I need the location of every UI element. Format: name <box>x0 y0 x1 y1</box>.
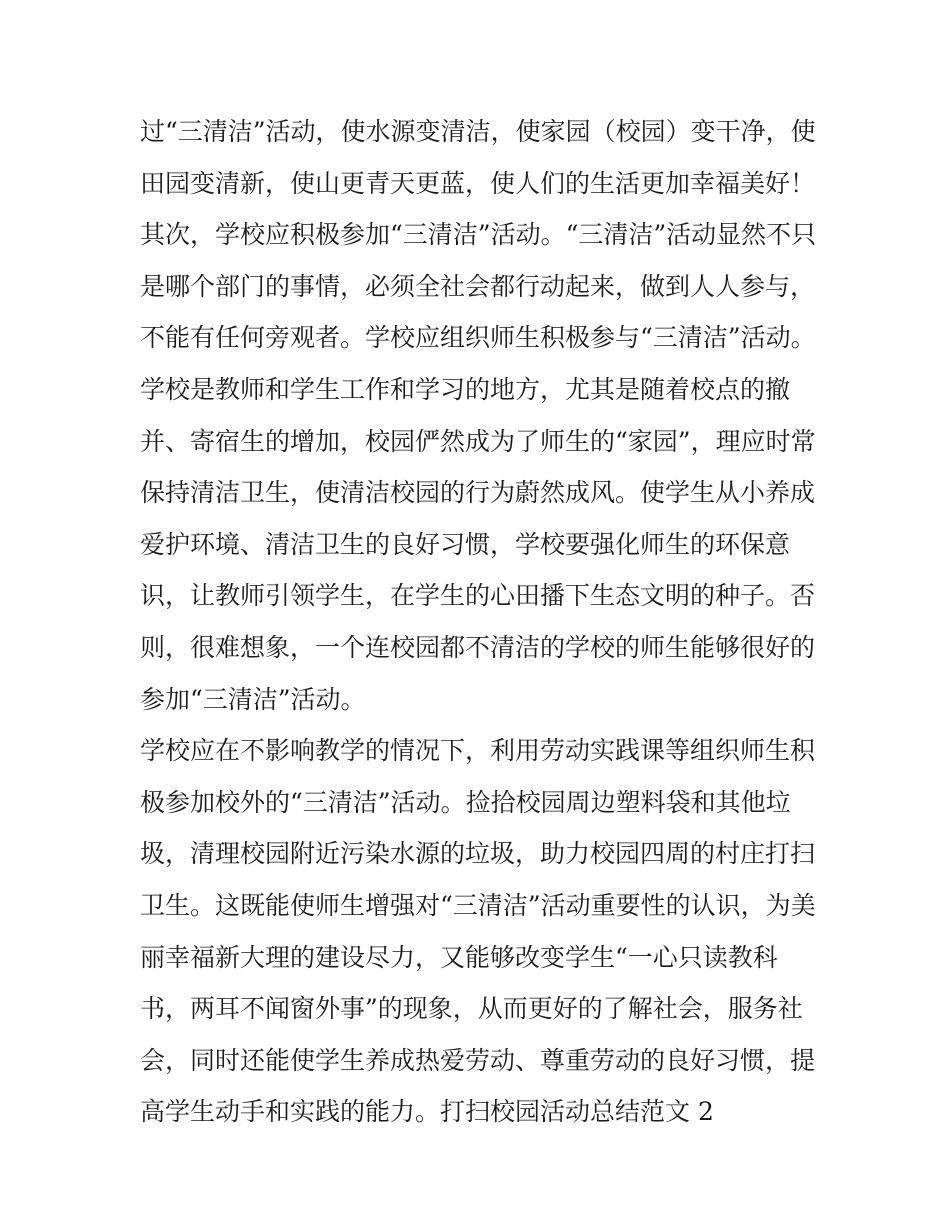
text-line: 极参加校外的“三清洁”活动。捡拾校园周边塑料袋和其他垃 <box>140 787 791 817</box>
text-line: 参加“三清洁”活动。 <box>140 684 366 714</box>
text-line: 其次，学校应积极参加“三清洁”活动。“三清洁”活动显然不只 <box>140 220 817 250</box>
text-line: 学校是教师和学生工作和学习的地方，尤其是随着校点的撤 <box>140 374 791 404</box>
text-line: 丽幸福新大理的建设尽力，又能够改变学生“一心只读教科 <box>140 942 778 972</box>
text-line: 识，让教师引领学生，在学生的心田播下生态文明的种子。否 <box>140 581 816 611</box>
text-line: 并、寄宿生的增加，校园俨然成为了师生的“家园”，理应时常 <box>140 426 816 456</box>
text-line: 田园变清新，使山更青天更蓝，使人们的生活更加幸福美好！ <box>140 168 816 198</box>
text-line: 则，很难想象，一个连校园都不清洁的学校的师生能够很好的 <box>140 632 816 662</box>
text-line: 卫生。这既能使师生增强对“三清洁”活动重要性的认识，为美 <box>140 890 816 920</box>
text-line: 书，两耳不闻窗外事”的现象，从而更好的了解社会，服务社 <box>140 994 803 1024</box>
body-text <box>140 106 830 1138</box>
text-line: 圾，清理校园附近污染水源的垃圾，助力校园四周的村庄打扫 <box>140 839 816 869</box>
text-line: 学校应在不影响教学的情况下，利用劳动实践课等组织师生积 <box>140 736 816 766</box>
text-line: 保持清洁卫生，使清洁校园的行为蔚然成风。使学生从小养成 <box>140 478 816 508</box>
text-line: 会，同时还能使学生养成热爱劳动、尊重劳动的良好习惯，提 <box>140 1045 816 1075</box>
text-line: 过“三清洁”活动，使水源变清洁，使家园（校园）变干净，使 <box>140 117 816 146</box>
text-line: 爱护环境、清洁卫生的良好习惯，学校要强化师生的环保意 <box>140 529 791 559</box>
text-line: 不能有任何旁观者。学校应组织师生积极参与“三清洁”活动。 <box>140 323 816 353</box>
text-line: 是哪个部门的事情，必须全社会都行动起来，做到人人参与， <box>140 271 816 301</box>
text-line: 高学生动手和实践的能力。打扫校园活动总结范文 2 <box>140 1097 714 1127</box>
